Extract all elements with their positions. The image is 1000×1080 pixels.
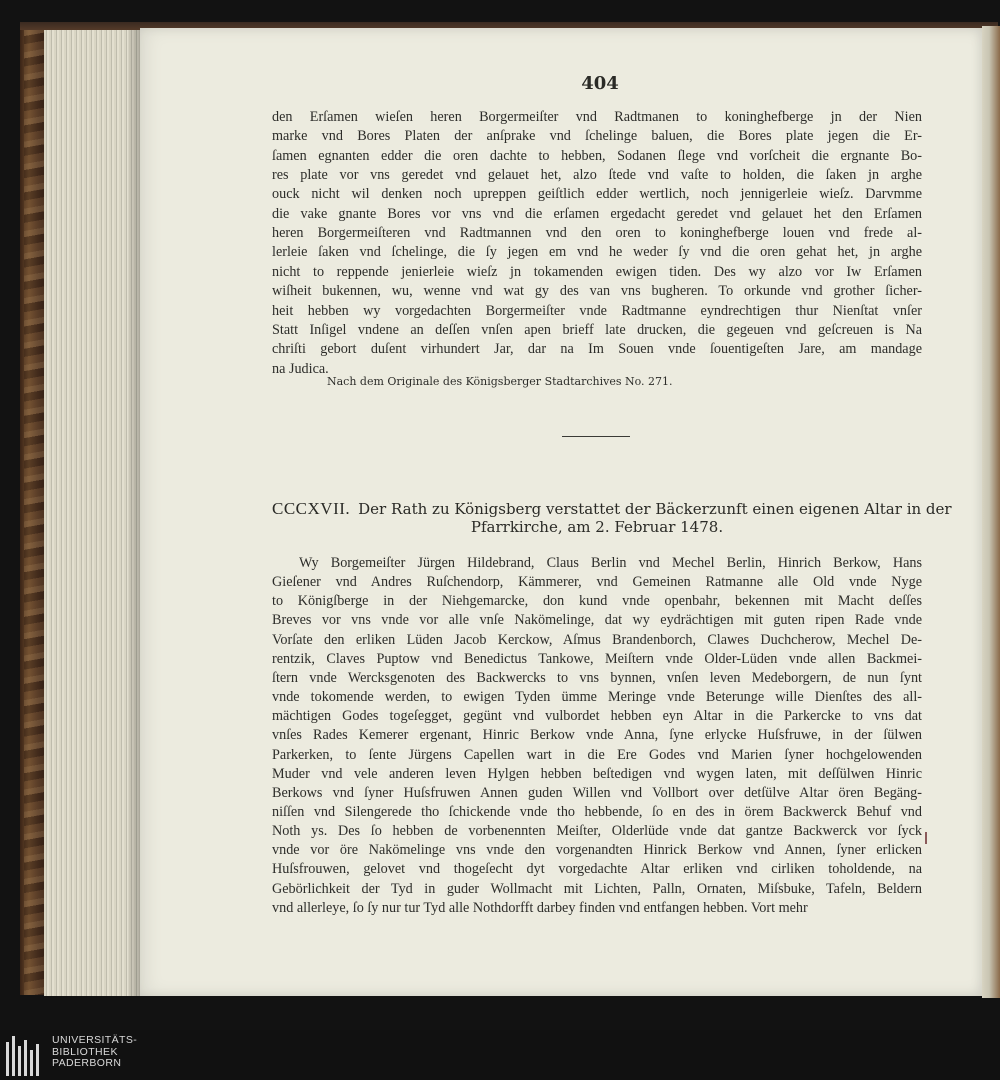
page-number: 404 [581,73,619,94]
text-line: ſtern vnde Wercksgenoten des Backwercks to vns bynnen, vnſen leven Medeborgern, de nun ſynt [272,669,922,686]
text-line: Breves vor vns vnde vor alle vnſe Nakömelinge, dat wy eydrächtigen mit guten ripen Rade vnde [272,612,922,629]
text-line: marke vnd Bores Platen der anſprake vnd ſchelinge baluen, die Bores plate jegen die Er- [272,128,922,145]
text-line: lerleie ſaken vnd ſchelinge, die ſy jegen em vnd he weder ſy vnd die oren gehat het, jn arghe [272,244,922,261]
text-line: rentzik, Claves Puptow vnd Benedictus Tankowe, Meiſtern vnde Older-Lüden vnde allen Backmei- [272,650,922,667]
text-line: vnde vor öre Nakömelinge vns vnde den vorgenandten Hinrick Berkow vnd Annen, ſyner erlicken [272,842,922,859]
text-line: den Erſamen wieſen heren Borgermeiſter vnd Radtmanen to koninghefberge jn der Nien [272,109,922,125]
text-line: Huſsfrouwen, gelovet vnd thogeſecht dyt vorgedachte Altar erliken vnd cirliken toholdende, na [272,861,922,878]
text-line: vnſes Rades Kemerer ergenant, Hinric Berkow vnde Anna, ſyne erlycke Huſsfruwe, in der ſülwen [272,727,922,744]
text-line: heit hebben wy vorgedachten Borgermeiſter vnde Radtmanne eyndrechtigen thur Nienſtat vnſer [272,302,922,319]
document-heading-line-1 [272,499,952,519]
document-number: CCCXVII. [272,499,351,518]
text-line: Wy Borgemeiſter Jürgen Hildebrand, Claus Berlin vnd Mechel Berlin, Hinrich Berkow, Hans [299,555,922,571]
text-line: Berkows vnd ſyner Huſsfruwen Annen guden Willen vnd Vollbort over detſülve Altar ören Begäng- [272,784,922,801]
book-cover-right-edge [982,26,1000,998]
text-line: Parkerken, to ſente Jürgens Capellen wart in die Ere Godes vnd Marien ſyner hochgelowenden [272,746,922,763]
text-line: Statt Inſigel vndene an deſſen vnſen apen brieff late drucken, die gegeuen vnd geſcreuen is Na [272,321,922,338]
text-line: die vake gnante Bores vor vns vnd die erſamen ergedacht geredet vnd gelauet het den Erſamen [272,205,922,222]
text-line: vnd allerleye, ſo ſy nur tur Tyd alle Nothdorfft darbey finden vnd entfangen hebben. Vort mehr [272,899,808,916]
text-line: heren Borgermeiſteren vnd Radtmannen vnd den oren to koninghefberge louen vnd frede al- [272,225,922,242]
document-title-line-1: Der Rath zu Königsberg verstattet der Bäckerzunft einen eigenen Altar in der [358,500,952,518]
text-line: Gebörlichkeit der Tyd in guder Wollmacht mit Lichten, Palln, Ornaten, Miſsbuke, Tafeln, Beldern [272,880,922,897]
text-line: wiſheit bukennen, wu, wenne vnd wat gy des van vns bugheren. To orkunde vnd grother ſicher- [272,283,922,300]
text-line: mächtigen Godes togeſegget, gegünt vnd vulbordet hebben eyn Altar in die Parkercke to vns dat [272,708,922,725]
text-line: res plate vor vns geredet vnd gelauet het, alzo ſtede vnd vaſte to holden, die ſaken jn arghe [272,167,922,184]
text-line: Noth ys. Des ſo hebben de vorbenennten Meiſter, Olderlüde vnde dat gantze Backwerck vor ſyck [272,823,922,840]
document-heading-line-2: Pfarrkirche, am 2. Februar 1478. [470,518,724,536]
margin-pencil-mark [925,832,927,844]
logo-line-2: BIBLIOTHEK [52,1045,118,1058]
logo-line-1: UNIVERSITÄTS- [52,1034,138,1046]
text-line: ouck nicht wil denken noch upreppen geiſtlich edder wertlich, noch jennigerleie wieſz. Darvmme [272,186,922,203]
source-note: Nach dem Originale des Königsberger Stadtarchives No. 271. [327,375,673,388]
text-line: to Königſberge in der Niehgemarcke, don kund vnde openbahr, bekennen mit Macht deſſes [272,593,922,610]
text-line: Gieſener vnd Andres Ruſchendorp, Kämmerer, vnd Gemeinen Ratmanne alle Old vnde Nyge [272,574,922,591]
library-logo-icon [4,1036,48,1076]
logo-line-3: PADERBORN [52,1057,122,1069]
text-line: niſſen vnd Silengerede tho ſchickende vnde tho hebbende, ſo en des in örem Backwerck Behuf vnd [272,803,922,820]
text-line: Vorſate den erliken Lüden Jacob Kerckow, Aſmus Brandenborch, Clawes Duchcherow, Mechel De- [272,631,922,648]
library-logo-text [52,1035,137,1070]
text-line: vnde tokomende werden, to ewigen Tyden ümme Meringe vnde Beterunge wille Dienſtes des all- [272,689,922,706]
text-line: nicht to reppende jenierleie wieſz jn tokamenden ewigen tiden. Des wy alzo vor Iw Erſamen [272,263,922,280]
text-line: Muder vnd vele anderen leven Hylgen hebben beſtedigen vnd wygen laten, mit deſſülwen Hinric [272,765,922,782]
section-separator-rule [562,436,630,437]
library-footer [0,1030,1000,1080]
text-line: ſamen egnanten edder die oren dachte to hebben, Sodanen ſlege vnd vorſcheit die ergnante Bo- [272,147,922,164]
page-edges-stack [44,30,142,996]
text-line: chriſti gebort duſent virhundert Jar, dar na Im Souen vnde ſouentigeſten Jare, am mandage [272,341,922,358]
text-line: na Judica. [272,360,329,377]
